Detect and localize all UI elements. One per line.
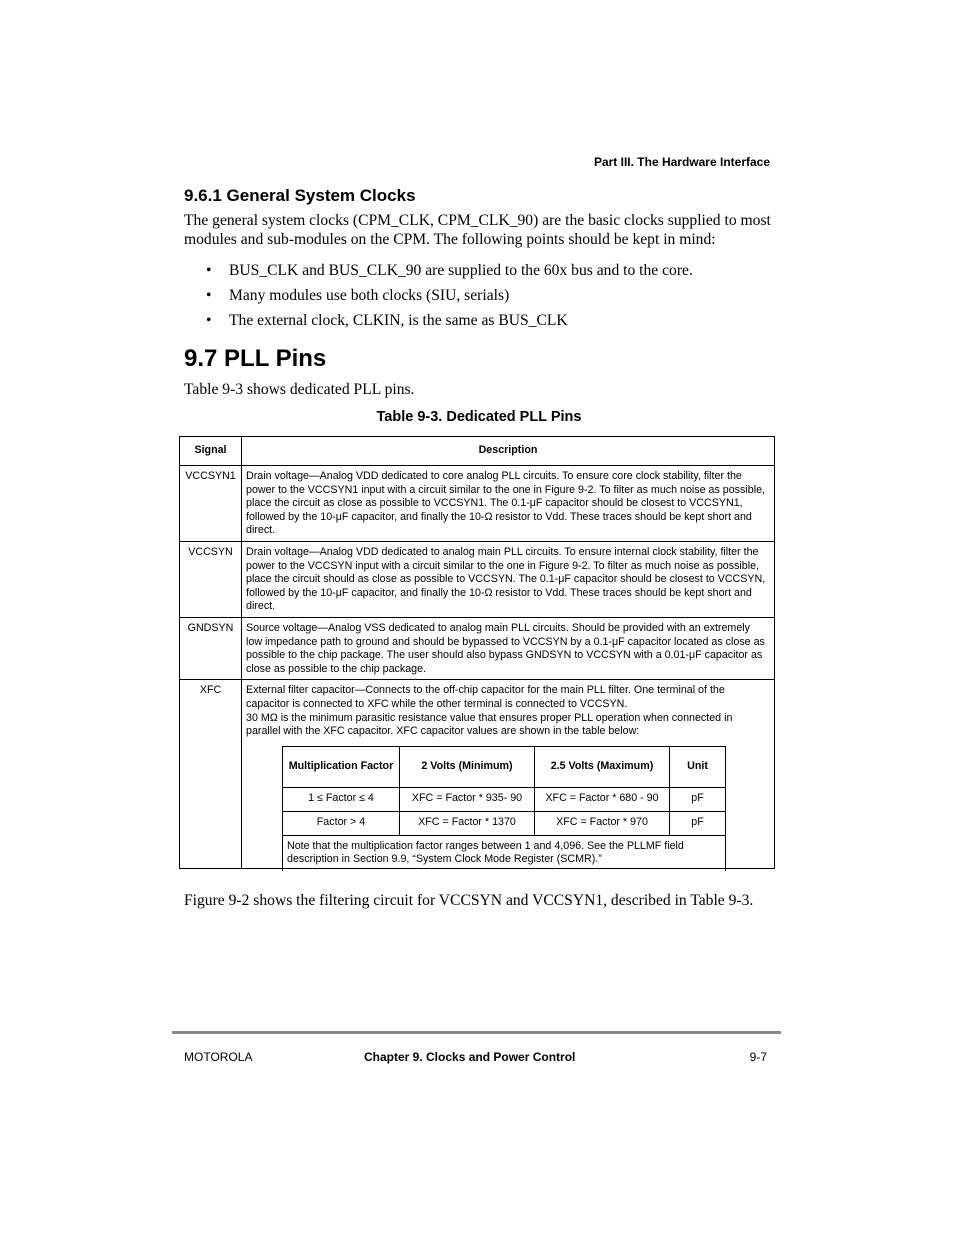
unit-cell: pF <box>670 811 726 835</box>
signal-cell: VCCSYN <box>180 541 242 617</box>
bullet-item: • BUS_CLK and BUS_CLK_90 are supplied to the 60x bus and to the core. <box>184 261 774 286</box>
factor-cell: Factor > 4 <box>283 811 400 835</box>
inner-note-row <box>283 835 726 871</box>
table-row-xfc <box>180 680 775 869</box>
bullet-item: • The external clock, CLKIN, is the same as BUS_CLK <box>184 311 774 336</box>
after-table-paragraph: Figure 9-2 shows the filtering circuit for VCCSYN and VCCSYN1, described in Table 9-3. <box>184 892 754 909</box>
table-caption: Table 9-3. Dedicated PLL Pins <box>376 409 582 425</box>
inner-row <box>283 787 726 811</box>
description-cell <box>242 680 775 869</box>
min-voltage-header: 2 Volts (Minimum) <box>400 746 535 787</box>
table-row <box>180 541 775 617</box>
xfc-description-1: External filter capacitor—Connects to the off-chip capacitor for the main PLL filter. One terminal of the capacitor is connected to XFC while the other terminal is connected to VCCSYN. <box>246 684 725 710</box>
description-cell: Drain voltage—Analog VDD dedicated to core analog PLL circuits. To ensure core clock stability, filter the power to the VCCSYN1 input with a circuit similar to the one in Figure 9-2. To filter as much noise as possible, place the circuit as close as possible to VCCSYN1. The 0.1-μF capacitor should be closest to VCCSYN1, followed by the 10-μF capacitor, and finally the 10-Ω resistor to Vdd. These traces should be kept short and direct. <box>242 466 775 542</box>
max-voltage-cell: XFC = Factor * 680 - 90 <box>535 787 670 811</box>
section-paragraph: The general system clocks (CPM_CLK, CPM_CLK_90) are the basic clocks supplied to most modules and sub-modules on the CPM. The following points should be kept in mind: <box>184 212 771 248</box>
signal-header: Signal <box>180 437 242 466</box>
pll-pins-table <box>179 436 775 869</box>
description-cell: Drain voltage—Analog VDD dedicated to analog main PLL circuits. To ensure internal clock stability, filter the power to the VCCSYN input with a circuit similar to the one in Figure 9-2. To filter as much noise as possible, place the circuit should as close as possible to VCCSYN. The 0.1-μF capacitor should be closest to VCCSYN, followed by the 10-μF capacitor, and finally the 10-Ω resistor to Vdd. These traces should be kept short and direct. <box>242 541 775 617</box>
xfc-values-table <box>282 746 726 871</box>
min-voltage-cell: XFC = Factor * 935- 90 <box>400 787 535 811</box>
table-header-row <box>180 437 775 466</box>
min-voltage-cell: XFC = Factor * 1370 <box>400 811 535 835</box>
bullet-list <box>184 261 774 336</box>
bullet-item: • Many modules use both clocks (SIU, serials) <box>184 286 774 311</box>
section-heading-9-7: 9.7 PLL Pins <box>184 345 327 372</box>
signal-cell: XFC <box>180 680 242 869</box>
factor-header: Multiplication Factor <box>283 746 400 787</box>
table-row <box>180 466 775 542</box>
max-voltage-header: 2.5 Volts (Maximum) <box>535 746 670 787</box>
page-number: 9-7 <box>749 1050 767 1064</box>
signal-cell: GNDSYN <box>180 617 242 679</box>
footer-chapter: Chapter 9. Clocks and Power Control <box>364 1050 576 1064</box>
inner-row <box>283 811 726 835</box>
unit-cell: pF <box>670 787 726 811</box>
inner-header-row <box>283 746 726 787</box>
factor-cell: 1 ≤ Factor ≤ 4 <box>283 787 400 811</box>
footer-company: MOTOROLA <box>184 1050 253 1064</box>
running-head: Part III. The Hardware Interface <box>593 155 770 169</box>
max-voltage-cell: XFC = Factor * 970 <box>535 811 670 835</box>
footer-rule <box>172 1031 781 1034</box>
description-header: Description <box>242 437 775 466</box>
unit-header: Unit <box>670 746 726 787</box>
section-intro: Table 9-3 shows dedicated PLL pins. <box>184 381 415 398</box>
xfc-description-2: 30 MΩ is the minimum parasitic resistance value that ensures proper PLL operation when connected in parallel with the XFC capacitor. XFC capacitor values are shown in the table below: <box>246 711 733 738</box>
section-heading-9-6-1: 9.6.1 General System Clocks <box>184 186 416 205</box>
signal-cell: VCCSYN1 <box>180 466 242 542</box>
table-row <box>180 617 775 679</box>
description-cell: Source voltage—Analog VSS dedicated to analog main PLL circuits. Should be provided with an extremely low impedance path to ground and should be bypassed to VCCSYN by a 0.1-μF capacitor located as close as possible to the chip package. The user should also bypass GNDSYN to VCCSYN with a 0.01-μF capacitor as close as possible to the chip package. <box>242 617 775 679</box>
note-cell: Note that the multiplication factor ranges between 1 and 4,096. See the PLLMF field description in Section 9.9, “System Clock Mode Register (SCMR).” <box>283 835 726 871</box>
